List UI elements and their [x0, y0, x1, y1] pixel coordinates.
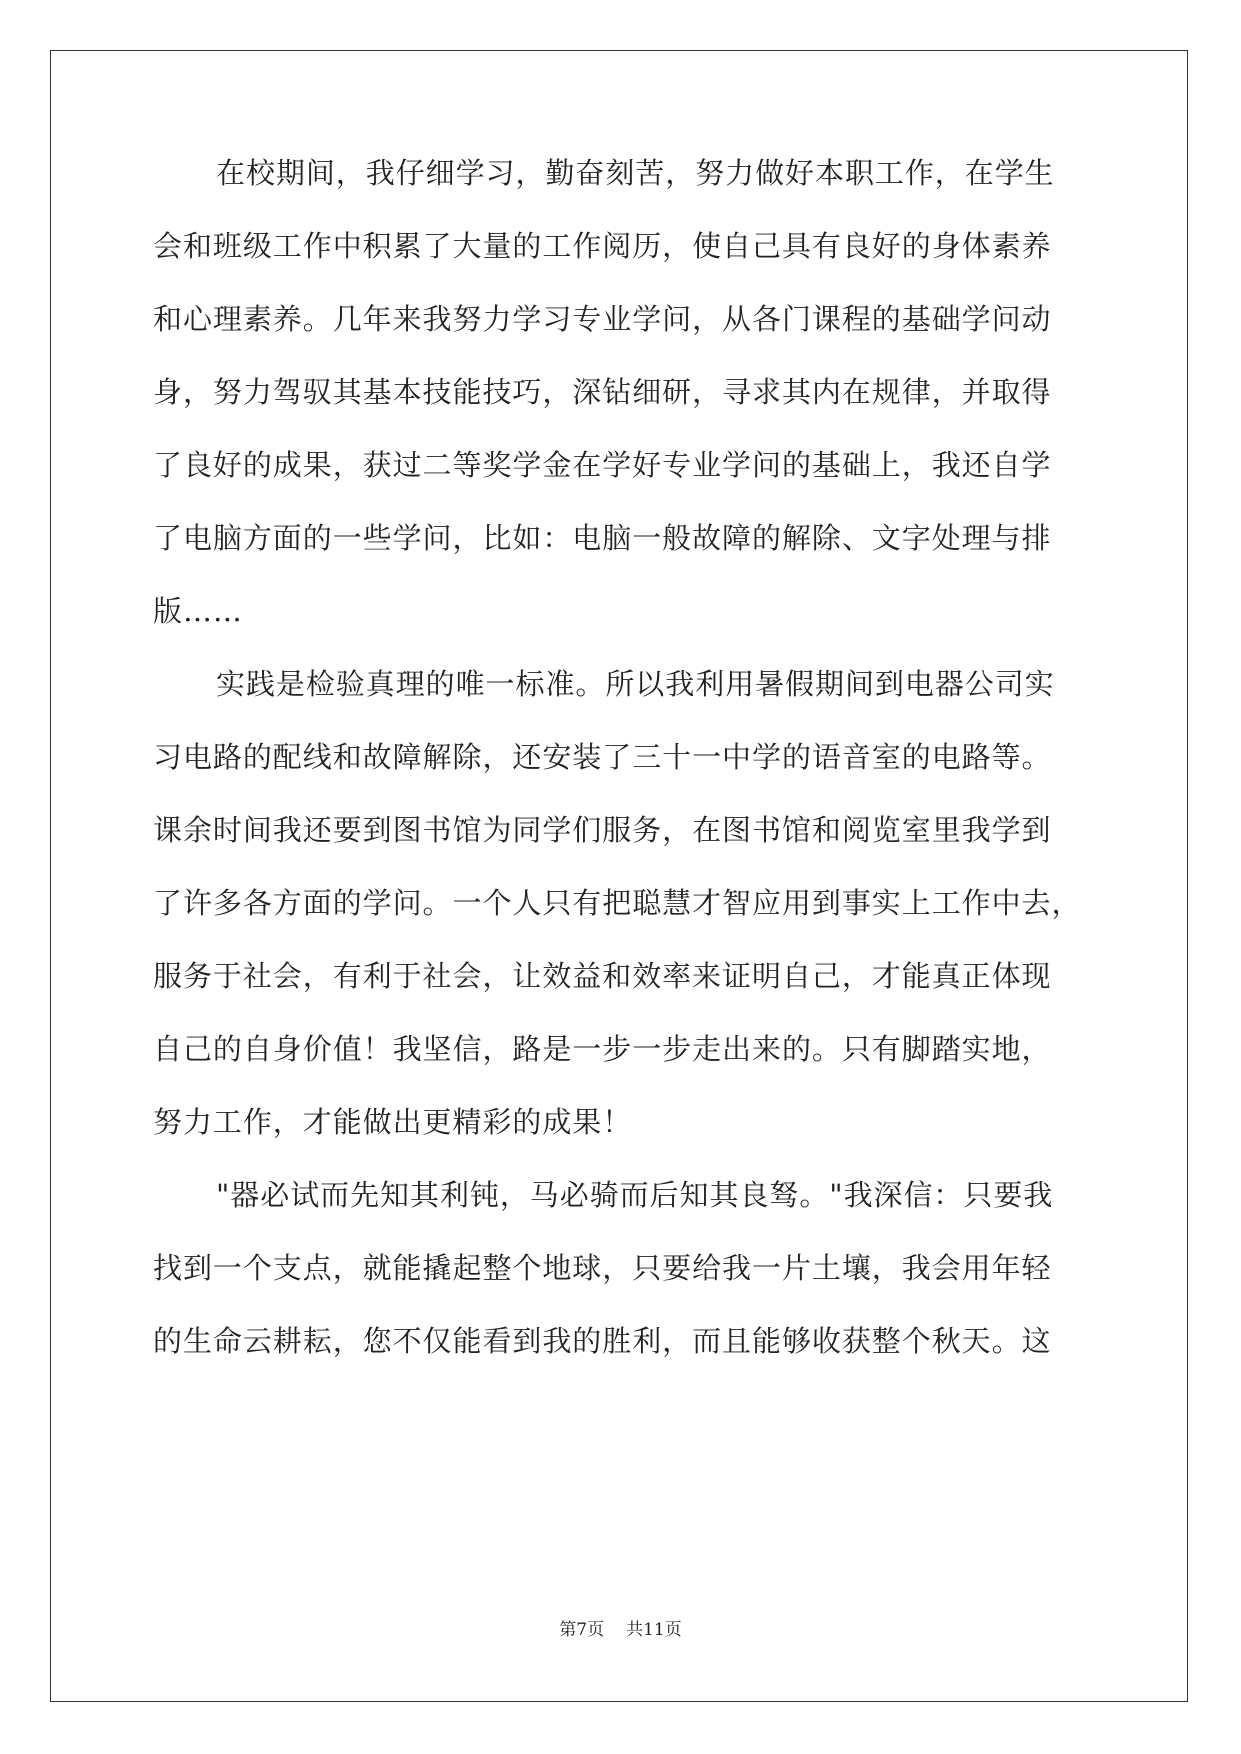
paragraph-2-line-1: 实践是检验真理的唯一标准。所以我利用暑假期间到电器公司实 [216, 667, 1055, 701]
paragraph-2-line-3: 课余时间我还要到图书馆为同学们服务，在图书馆和阅览室里我学到 [153, 813, 1052, 847]
paragraph-1-line-5: 了良好的成果，获过二等奖学金在学好专业学问的基础上，我还自学 [153, 448, 1052, 482]
paragraph-1-line-2: 会和班级工作中积累了大量的工作阅历，使自己具有良好的身体素养 [153, 229, 1052, 263]
paragraph-2-line-2: 习电路的配线和故障解除，还安装了三十一中学的语音室的电路等。 [153, 740, 1052, 774]
paragraph-1-line-6: 了电脑方面的一些学问，比如：电脑一般故障的解除、文字处理与排 [153, 521, 1052, 555]
paragraph-2-line-6: 自己的自身价值！我坚信，路是一步一步走出来的。只有脚踏实地， [153, 1032, 1052, 1066]
page-border [50, 50, 1188, 1702]
paragraph-3-line-3: 的生命云耕耘，您不仅能看到我的胜利，而且能够收获整个秋天。这 [153, 1324, 1052, 1358]
paragraph-2-line-5: 服务于社会，有利于社会，让效益和效率来证明自己，才能真正体现 [153, 959, 1052, 993]
paragraph-1-line-7: 版…… [153, 594, 243, 628]
page-total: 共11页 [626, 1620, 682, 1640]
paragraph-3-line-1: "器必试而先知其利钝，马必骑而后知其良驽。"我深信：只要我 [216, 1178, 1054, 1212]
paragraph-3-line-2: 找到一个支点，就能撬起整个地球，只要给我一片土壤，我会用年轻 [153, 1251, 1052, 1285]
page-footer [0, 1620, 1241, 1640]
paragraph-2-line-4: 了许多各方面的学问。一个人只有把聪慧才智应用到事实上工作中去， [153, 886, 1082, 920]
page-number: 第7页 [559, 1620, 605, 1640]
paragraph-1-line-4: 身，努力驾驭其基本技能技巧，深钻细研，寻求其内在规律，并取得 [153, 375, 1052, 409]
paragraph-1-line-3: 和心理素养。几年来我努力学习专业学问，从各门课程的基础学问动 [153, 302, 1052, 336]
paragraph-2-line-7: 努力工作，才能做出更精彩的成果！ [153, 1105, 633, 1139]
paragraph-1-line-1: 在校期间，我仔细学习，勤奋刻苦，努力做好本职工作，在学生 [216, 156, 1055, 190]
